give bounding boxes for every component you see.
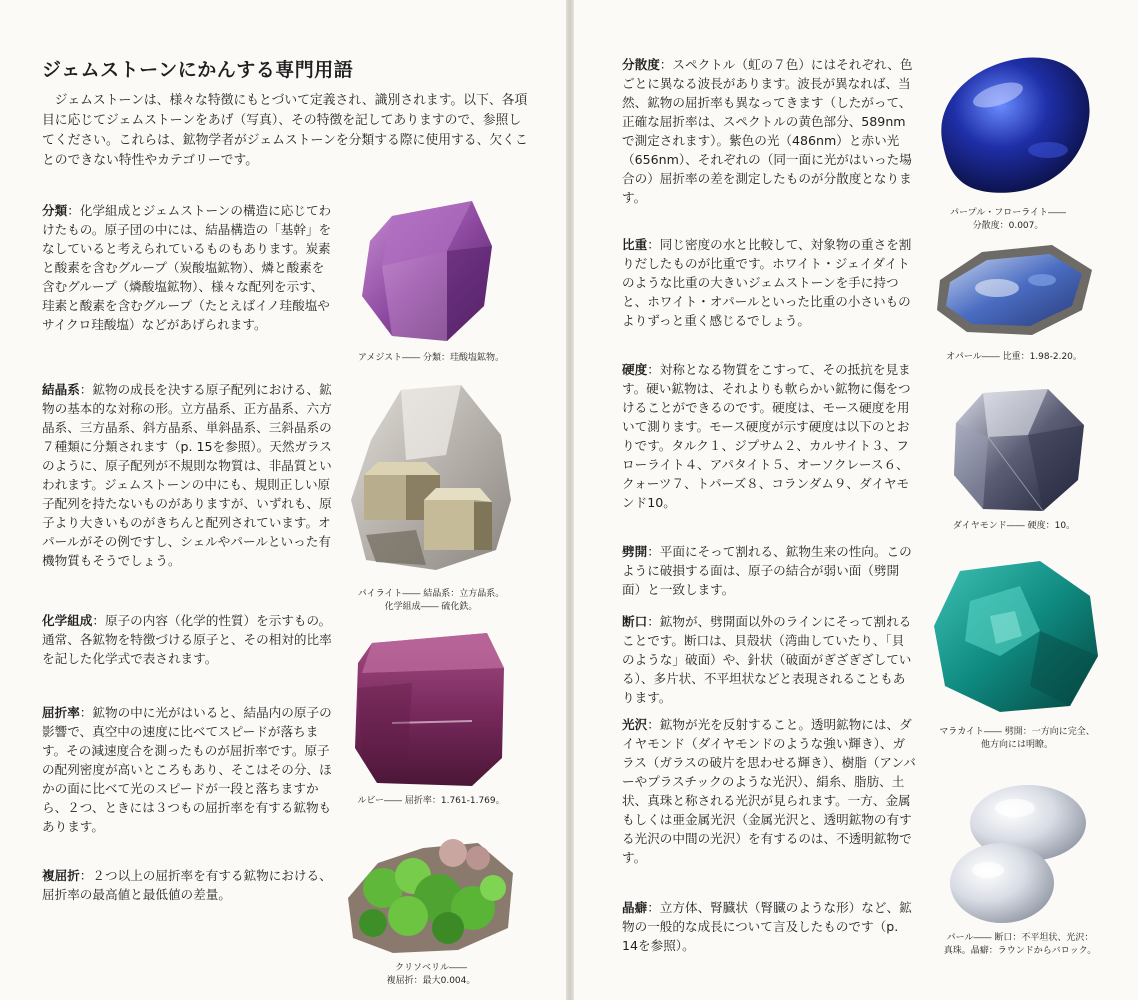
entry-body: ：鉱物の中に光がはいると、結晶内の原子の影響で、真空中の速度に比べてスピードが落ちます。その減速度合を測ったものが屈折率です。原子の配列密度が高いところもあり、そこはその分、ほかの面に比べて光のスピードが一段と落ちますから、２つ、ときには３つもの屈折率を有する鉱物もあります。 bbox=[42, 705, 332, 834]
fluorite-caption: パープル・フローライト―― 分散度：0.007。 bbox=[950, 208, 1066, 231]
amethyst-caption: アメジスト―― 分類：珪酸塩鉱物。 bbox=[357, 353, 505, 363]
entry-term: 分類 bbox=[42, 203, 68, 218]
opal-image bbox=[932, 240, 1097, 340]
entry-specific-gravity bbox=[622, 235, 916, 330]
entry-classification bbox=[42, 201, 332, 334]
entry-body: ：立方体、腎臓状（腎臓のような形）など、鉱物の一般的な成長について言及したものです（p. 14を参照）。 bbox=[622, 900, 912, 953]
chrysoberyl-caption: クリソベリル―― 複屈折：最大0.004。 bbox=[386, 963, 476, 986]
entry-term: 比重 bbox=[622, 237, 648, 252]
entry-fracture bbox=[622, 612, 916, 707]
pyrite-caption: パイライト―― 結晶系：立方晶系。 化学組成―― 硫化鉄。 bbox=[357, 589, 505, 612]
entry-body: ：鉱物が光を反射すること。透明鉱物には、ダイヤモンド（ダイヤモンドのような強い輝き）、ガラス（ガラスの破片を思わせる輝き）、樹脂（アンバーやプラスチックのような光沢）、絹糸、脂肪、土状、真珠と称される光沢が見られます。一方、金属もしくは亜金属光沢（金属光沢と、透明鉱物の有する光沢の中間の光沢）を有するのは、不透明鉱物です。 bbox=[622, 717, 916, 865]
entry-body: ：原子の内容（化学的性質）を示すもの。通常、各鉱物を特徴づける原子と、その相対的比率を記した化学式で表されます。 bbox=[42, 613, 332, 666]
entry-body: ：鉱物の成長を決する原子配列における、鉱物の基本的な対称の形。立方晶系、正方晶系、六方晶系、三方晶系、斜方晶系、単斜晶系、三斜晶系の７種類に分類されます（p. 15を参照）。天然ガラスのように、原子配列が不規則な物質は、非晶質といわれます。ジェムストーンの中にも、規則正しい原子配列を持たないものがありますが、いずれも、原子より大きいものがきちんと配列されています。オパールがその例ですし、シェルやパールといった有機物質もそうでしょう。 bbox=[42, 382, 332, 568]
entry-term: 光沢 bbox=[622, 717, 648, 732]
entry-refractive-index bbox=[42, 703, 332, 836]
diamond-image bbox=[948, 385, 1090, 515]
entry-birefringence bbox=[42, 866, 332, 904]
entry-term: 断口 bbox=[622, 614, 648, 629]
entry-term: 分散度 bbox=[622, 57, 660, 72]
amethyst-image bbox=[352, 196, 502, 346]
opal-caption: オパール―― 比重：1.98-2.20。 bbox=[946, 352, 1082, 362]
pyrite-image bbox=[346, 380, 516, 575]
chrysoberyl-image bbox=[338, 828, 518, 956]
entry-term: 硬度 bbox=[622, 362, 648, 377]
entry-luster bbox=[622, 715, 916, 867]
entry-crystal-system bbox=[42, 380, 332, 570]
entry-term: 結晶系 bbox=[42, 382, 80, 397]
entry-body: ：２つ以上の屈折率を有する鉱物における、屈折率の最高値と最低値の差量。 bbox=[42, 868, 332, 902]
entry-hardness bbox=[622, 360, 916, 512]
entry-habit bbox=[622, 898, 916, 955]
entry-chemical-composition bbox=[42, 611, 332, 668]
entry-term: 劈開 bbox=[622, 544, 648, 559]
ruby-caption: ルビー―― 屈折率：1.761-1.769。 bbox=[357, 796, 505, 806]
entry-cleavage bbox=[622, 542, 916, 599]
entry-body: ：平面にそって割れる、鉱物生来の性向。このように破損する面は、原子の結合が弱い面（劈開面）と一致します。 bbox=[622, 544, 912, 597]
pearl-image bbox=[940, 778, 1090, 928]
entry-term: 化学組成 bbox=[42, 613, 93, 628]
malachite-image bbox=[930, 556, 1100, 714]
entry-dispersion bbox=[622, 55, 916, 207]
entry-body: ：対称となる物質をこすって、その抵抗を見ます。硬い鉱物は、それよりも軟らかい鉱物に傷をつけることができるのです。硬度は、モース硬度を用いて測ります。モース硬度が示す硬度は以下のとおりです。タルク１、ジプサム２、カルサイト３、フローライト４、アパタイト５、オーソクレース６、クォーツ７、トパーズ８、コランダム９、ダイヤモンド10。 bbox=[622, 362, 911, 510]
page-title: ジェムストーンにかんする専門用語 bbox=[42, 59, 354, 81]
entry-term: 複屈折 bbox=[42, 868, 80, 883]
entry-term: 屈折率 bbox=[42, 705, 80, 720]
diamond-caption: ダイヤモンド―― 硬度：10。 bbox=[952, 521, 1076, 531]
fluorite-image bbox=[928, 50, 1098, 200]
entry-body: ：化学組成とジェムストーンの構造に応じてわけたもの。原子団の中には、結晶構造の「基幹」をなしていると考えられているものもあります。炭素と酸素を含むグループ（炭酸塩鉱物）、燐と酸素を含むグループ（燐酸塩鉱物）、様々な配列を示す、珪素と酸素を含むグループ（たとえばイノ珪酸塩やサイクロ珪酸塩）などがあげられます。 bbox=[42, 203, 332, 332]
malachite-caption: マラカイト―― 劈開：一方向に完全、 他方向には明瞭。 bbox=[939, 727, 1095, 750]
entry-term: 晶癖 bbox=[622, 900, 648, 915]
entry-body: ：同じ密度の水と比較して、対象物の重さを割りだしたものが比重です。ホワイト・ジェイダイトのような比重の大きいジェムストーンを手に持つと、ホワイト・オパールといった比重の小さいものよりずっと重く感じるでしょう。 bbox=[622, 237, 912, 328]
pearl-caption: パール―― 断口：不平坦状、光沢： 真珠。晶癖：ラウンドからバロック。 bbox=[943, 933, 1097, 956]
book-gutter bbox=[566, 0, 574, 1000]
intro-paragraph: ジェムストーンは、様々な特徴にもとづいて定義され、識別されます。以下、各項目に応じてジェムストーンをあげ（写真）、その特徴を記してありますので、参照してください。これらは、鉱物学者がジェムストーンを分類する際に使用する、欠くことのできない特性やカテゴリーです。 bbox=[42, 93, 528, 168]
entry-body: ：鉱物が、劈開面以外のラインにそって割れることです。断口は、貝殻状（湾曲していたり、「貝のような」破面）や、針状（破面がぎざぎざしている）、多片状、不平坦状などと表現されることもあります。 bbox=[622, 614, 912, 705]
ruby-image bbox=[352, 628, 508, 790]
entry-body: ：スペクトル（虹の７色）にはそれぞれ、色ごとに異なる波長があります。波長が異なれば、当然、鉱物の屈折率も異なってきます（したがって、正確な屈折率は、スペクトルの黄色部分、589nmで測定されます）。紫色の光（486nm）と赤い光（656nm）、それぞれの（同一面に光がはいった場合の）屈折率の差を測定したものが分散度となります。 bbox=[622, 57, 913, 205]
